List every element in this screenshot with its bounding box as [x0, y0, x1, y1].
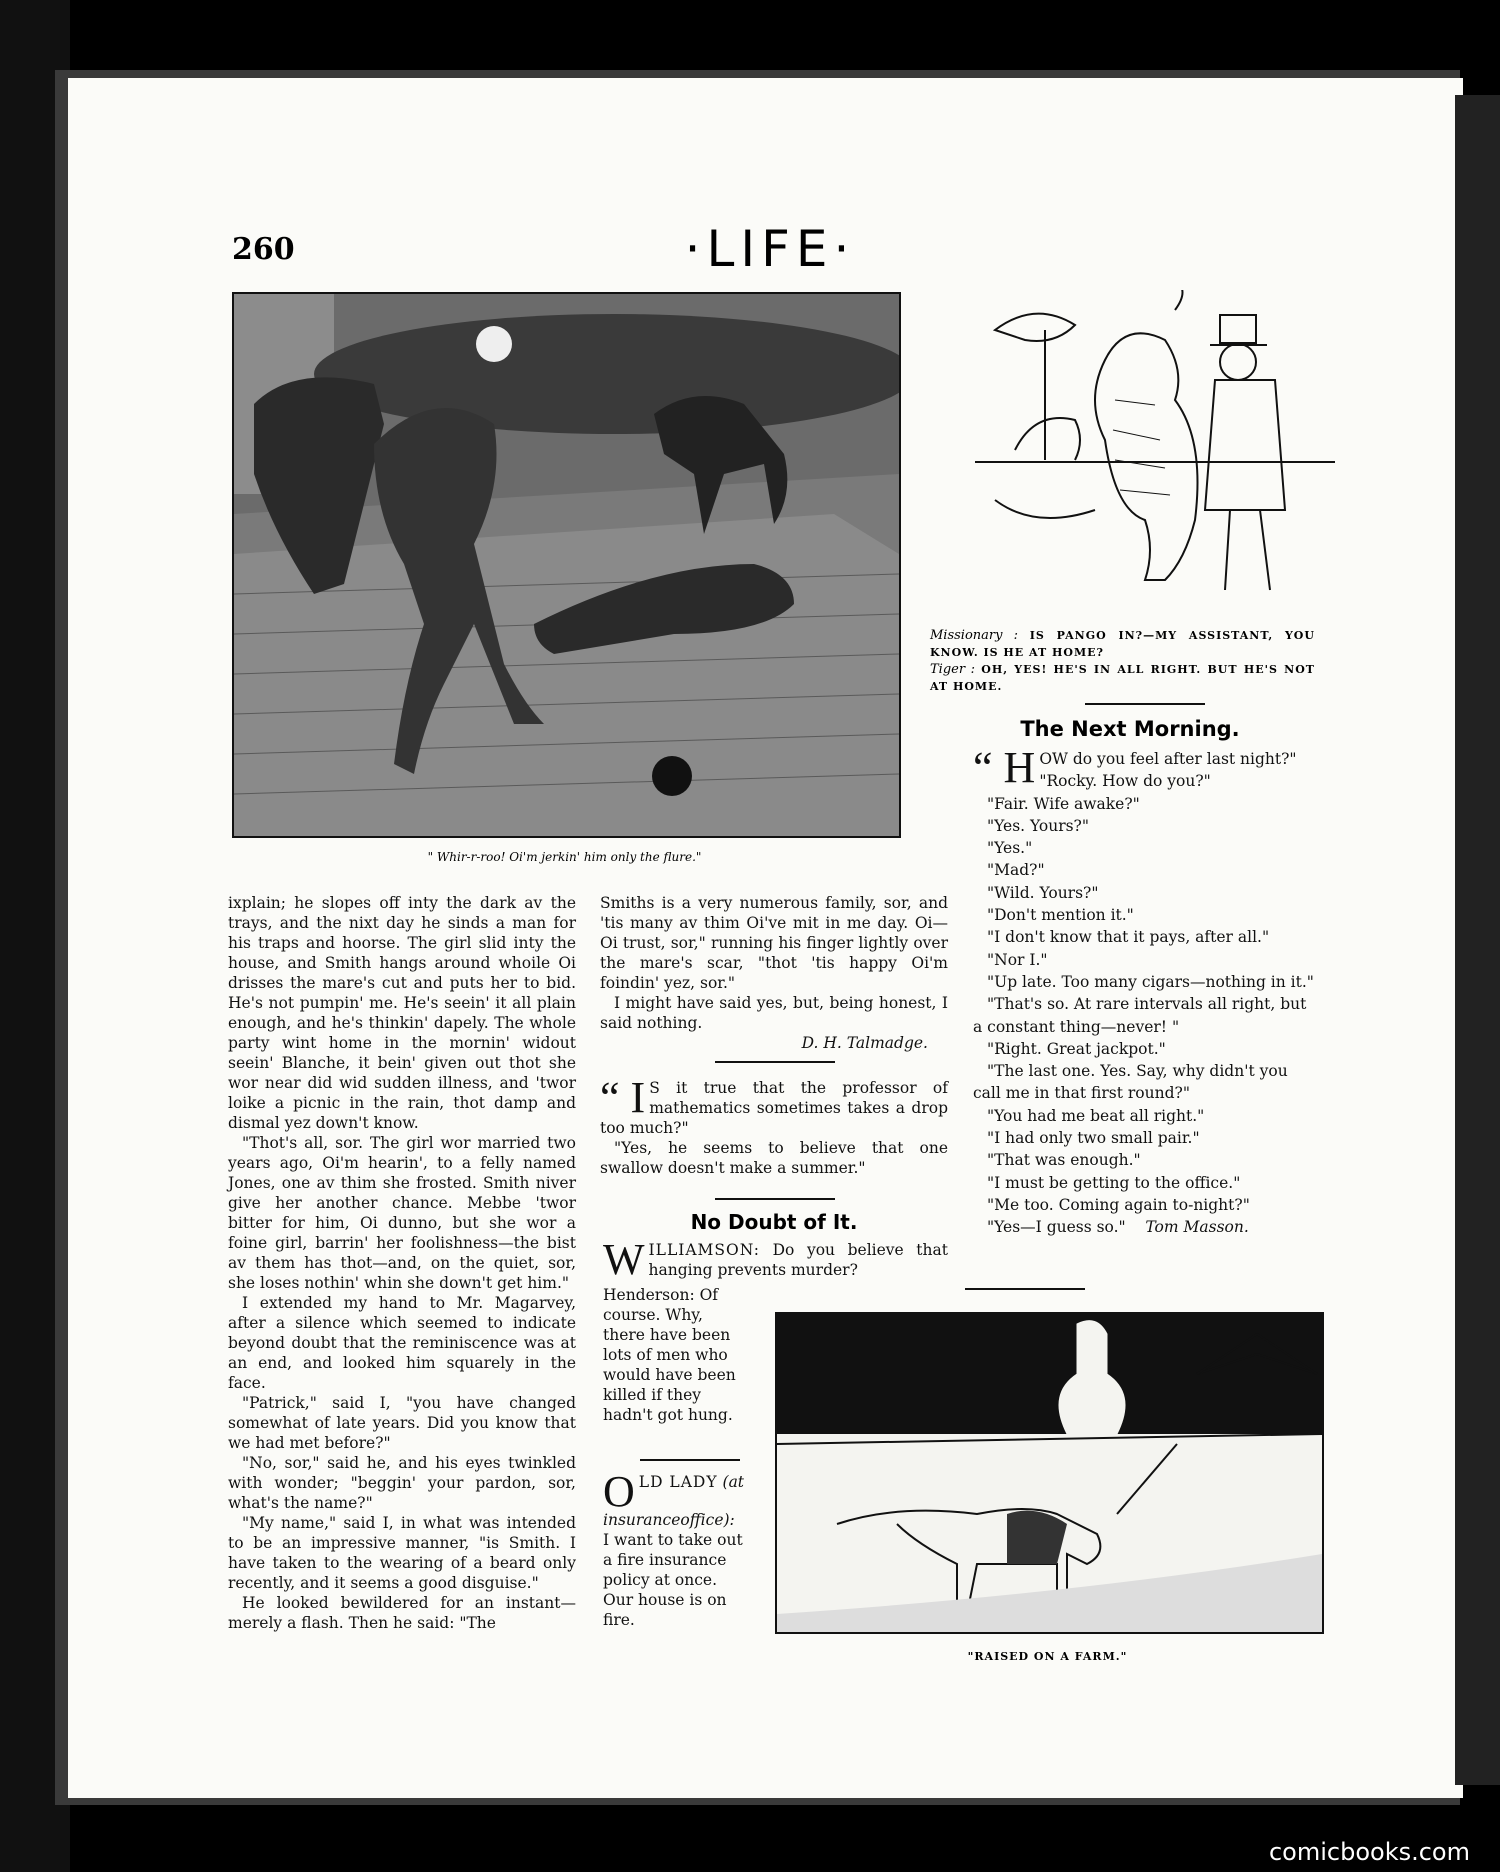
- doubt-reply: Henderson: Of course. Why, there have been lots of men who would have been killed if they hadn't got hung.: [603, 1286, 736, 1424]
- divider: [715, 1198, 835, 1200]
- lady-line: I want to take out a fire insurance policy at once. Our house is on fire.: [603, 1531, 743, 1629]
- dialogue-line: "Rocky. How do you?": [1039, 772, 1211, 791]
- dialogue-line: "I don't know that it pays, after all.": [987, 928, 1270, 947]
- story-paragraph: He looked bewildered for an instant—merely a flash. Then he said: "The: [228, 1594, 576, 1632]
- doubt-question: Do you believe that hanging prevents murder?: [648, 1241, 948, 1279]
- dialogue-line: "That's so. At rare intervals all right, but a constant thing—never! ": [973, 995, 1307, 1036]
- story-paragraph: I might have said yes, but, being honest, I said nothing.: [600, 994, 948, 1032]
- story-paragraph: I extended my hand to Mr. Magarvey, after a silence which seemed to indicate beyond doubt that the reminiscence was at an end, and looked him squarely in the face.: [228, 1294, 576, 1392]
- story-paragraph: "Thot's all, sor. The girl wor married two years ago, Oi'm hearin', to a felly named Jones, one av thim she frosted. Smith niver give her another chance. Mebbe 'twor bitter for him, Oi dunno, but she wor a foine girl, barrin' her foolishness—the bist av them has thot—and, on the quiet, sor, she loses nothin' whin she down't get him.": [228, 1134, 576, 1292]
- night-scene-drawing: [234, 294, 899, 836]
- dialogue-line: "Don't mention it.": [987, 906, 1134, 925]
- story-paragraph: "My name," said I, in what was intended to be an impressive manner, "is Smith. I have taken to the wearing of a beard only recently, and it seems a good disguise.": [228, 1514, 576, 1592]
- farm-caption: "RAISED ON A FARM.": [967, 1650, 1128, 1663]
- doubt-speaker: ILLIAMSON:: [648, 1241, 760, 1259]
- watermark: comicbooks.com: [1268, 1838, 1470, 1866]
- tiger-cartoon: [975, 290, 1335, 620]
- missionary-line: IS PANGO IN?—MY ASSISTANT, YOU KNOW. IS HE AT HOME?: [930, 629, 1315, 659]
- lady-dropcap: O: [603, 1467, 635, 1516]
- story-paragraph: "No, sor," said he, and his eyes twinkled with wonder; "beggin' your pardon, sor, what's the name?": [228, 1454, 576, 1512]
- dialogue-line: "I had only two small pair.": [987, 1129, 1200, 1148]
- dialogue-last-line: "Yes—I guess so.": [987, 1218, 1126, 1237]
- no-doubt-title: No Doubt of It.: [690, 1210, 858, 1234]
- dialogue-line: "You had me beat all right.": [987, 1106, 1205, 1125]
- next-morning-title: The Next Morning.: [1020, 717, 1240, 741]
- page-number: 260: [232, 232, 295, 267]
- dialogue-line: "Nor I.": [987, 950, 1048, 969]
- story-paragraph: "Patrick," said I, "you have changed somewhat of late years. Did you know that we had met before?": [228, 1394, 576, 1452]
- dialogue-line: "I must be getting to the office.": [987, 1173, 1241, 1192]
- missionary-speaker: Missionary :: [930, 628, 1018, 643]
- dialogue-line: "Mad?": [987, 861, 1045, 880]
- morning-dropcap: “ H: [973, 743, 1036, 792]
- night-scene-illustration: [232, 292, 901, 838]
- masthead: ·LIFE·: [684, 220, 856, 278]
- tiger-cartoon-drawing: [975, 290, 1335, 620]
- joke-question: S it true that the professor of mathematics sometimes takes a drop too much?": [600, 1079, 948, 1137]
- farm-illustration: [775, 1312, 1324, 1634]
- dialogue-line: "Right. Great jackpot.": [987, 1039, 1166, 1058]
- dialogue-line: "Yes. Yours?": [987, 816, 1089, 835]
- dialogue-line: "That was enough.": [987, 1151, 1141, 1170]
- story-column-1: [228, 893, 576, 1633]
- tiger-line: OH, YES! HE'S IN ALL RIGHT. BUT HE'S NOT AT HOME.: [930, 663, 1315, 693]
- story-paragraph: Smiths is a very numerous family, sor, and 'tis many av thim Oi've mit in me day. Oi—Oi trust, sor," running his finger lightly over the mare's scar, "thot 'tis happy Oi'm foindin' yez, sor.": [600, 894, 948, 992]
- dialogue-line: "Me too. Coming again to-night?": [987, 1195, 1250, 1214]
- dialogue-line: "Wild. Yours?": [987, 883, 1099, 902]
- old-lady-joke: [603, 1467, 745, 1630]
- professor-joke: [600, 1073, 948, 1178]
- divider: [640, 1459, 740, 1461]
- lady-note: (at insuranceoffice):: [603, 1473, 745, 1529]
- divider: [1085, 703, 1205, 705]
- divider: [965, 1288, 1085, 1290]
- no-doubt-joke: [603, 1235, 948, 1284]
- story-paragraph: ixplain; he slopes off inty the dark av the trays, and the nixt day he sinds a man for his traps and hoorse. The girl slid inty the house, and Smith hangs around whoile Oi drisses the mare's cut and puts her to bid. He's not pumpin' me. He's seein' it all plain enough, and he's thinkin' dapely. The whole party wint home in the mornin' widout seein' Blanche, it bein' given out thot she wor near did wid sudden illness, and 'twor loike a picnic in the rain, thot damp and dismal yez down't know.: [228, 894, 576, 1132]
- tiger-cartoon-caption: [930, 627, 1315, 695]
- dialogue-line: "Yes.": [987, 839, 1033, 858]
- night-scene-caption: " Whir-r-roo! Oi'm jerkin' him only the flure.": [427, 850, 702, 864]
- page-gutter: [1455, 95, 1500, 1785]
- dialogue-line: "Up late. Too many cigars—nothing in it.": [987, 972, 1314, 991]
- joke-dropcap: “ I: [600, 1073, 646, 1122]
- dialogue-line: "Fair. Wife awake?": [987, 794, 1140, 813]
- morning-author: Tom Masson.: [1145, 1218, 1249, 1237]
- next-morning-dialogue: [973, 743, 1315, 1239]
- farm-drawing: [777, 1314, 1322, 1632]
- tiger-speaker: Tiger :: [930, 662, 975, 677]
- story-column-2: [600, 893, 948, 1053]
- doubt-dropcap: W: [603, 1235, 645, 1284]
- story-author: D. H. Talmadge.: [801, 1034, 928, 1052]
- lady-speaker: LD LADY: [638, 1473, 718, 1491]
- dialogue-line: [973, 1216, 1315, 1238]
- divider: [715, 1061, 835, 1063]
- dialogue-line: "The last one. Yes. Say, why didn't you call me in that first round?": [973, 1062, 1288, 1103]
- dialogue-line: OW do you feel after last night?": [1039, 750, 1297, 768]
- joke-answer: "Yes, he seems to believe that one swallow doesn't make a summer.": [600, 1139, 948, 1177]
